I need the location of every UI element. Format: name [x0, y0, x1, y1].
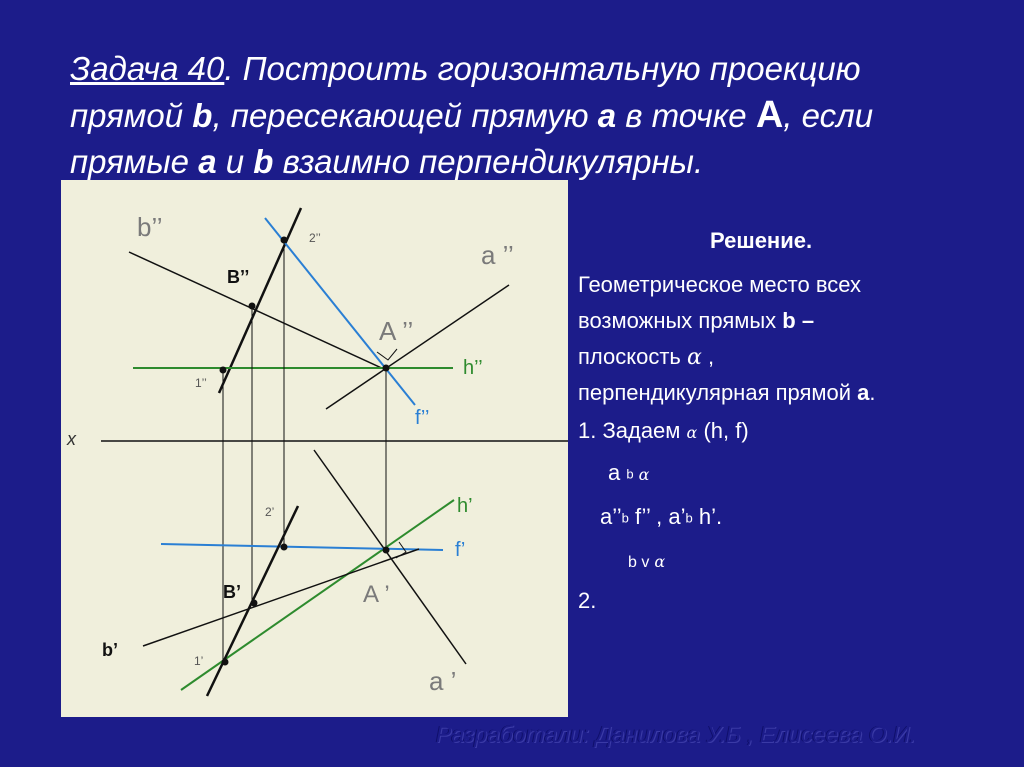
point-B1 — [251, 600, 258, 607]
solution-text-4: перпендикулярная прямой a. — [578, 380, 876, 405]
solution-text-1: Геометрическое место всех — [578, 272, 862, 297]
line-a2 — [326, 285, 509, 409]
line-a1 — [314, 450, 466, 664]
task-title — [70, 46, 970, 185]
solution-formula-3: b v α — [628, 552, 666, 571]
label-B1: B’ — [223, 582, 241, 602]
label-b1-outside: b’ — [102, 640, 118, 660]
label-2-1: 2’ — [265, 505, 275, 519]
label-h1: h’ — [457, 495, 473, 517]
epure-drawing — [61, 180, 568, 717]
task-number: Задача 40 — [70, 50, 225, 87]
label-B2: B’’ — [227, 267, 250, 287]
label-1-2: 1’’ — [195, 376, 207, 390]
label-f1: f’ — [455, 539, 466, 561]
point-1-1 — [222, 659, 229, 666]
solution-step-1: 1. Задаем α (h, f) — [578, 418, 749, 443]
solution-text-3: плоскость α , — [578, 344, 715, 370]
label-h2: h’’ — [463, 357, 483, 379]
title-line-3: прямые a и b взаимно перпендикулярны. — [70, 143, 704, 180]
label-f2: f’’ — [415, 407, 430, 429]
solution-heading: Решение. — [710, 228, 813, 253]
point-B2 — [249, 303, 256, 310]
label-a2: a ’’ — [481, 240, 514, 270]
right-angle-mark-2 — [377, 349, 397, 360]
point-1-2 — [220, 367, 227, 374]
line-b2-cross — [129, 252, 386, 370]
title-line-2: прямой b, пересекающей прямую a в точке A, если — [70, 94, 874, 136]
point-2-2 — [281, 237, 288, 244]
epure-svg — [61, 180, 568, 717]
solution-formula-1: a b α — [608, 460, 650, 485]
solution-step-2: 2. — [578, 588, 597, 613]
solution-formula-2: a’’b f’’ , a’b h’. — [600, 504, 723, 529]
label-1-1: 1’ — [194, 654, 204, 668]
point-A2 — [383, 365, 390, 372]
line-f2 — [265, 218, 415, 405]
label-x-axis: x — [67, 429, 76, 449]
authors-footer: Разработали: Данилова У.Б , Елисеева О.И. — [436, 721, 916, 747]
label-a1: a ’ — [429, 666, 457, 696]
label-2-2: 2’’ — [309, 231, 321, 245]
solution-text-2: возможных прямых b – — [578, 308, 815, 333]
line-b2 — [219, 208, 301, 393]
label-A1: A ’ — [363, 581, 390, 608]
label-A2: A ’’ — [379, 316, 414, 346]
title-line-1: Задача 40. Построить горизонтальную проекцию — [70, 50, 861, 87]
point-A1 — [383, 547, 390, 554]
label-b2: b’’ — [137, 212, 163, 242]
point-2-1 — [281, 544, 288, 551]
